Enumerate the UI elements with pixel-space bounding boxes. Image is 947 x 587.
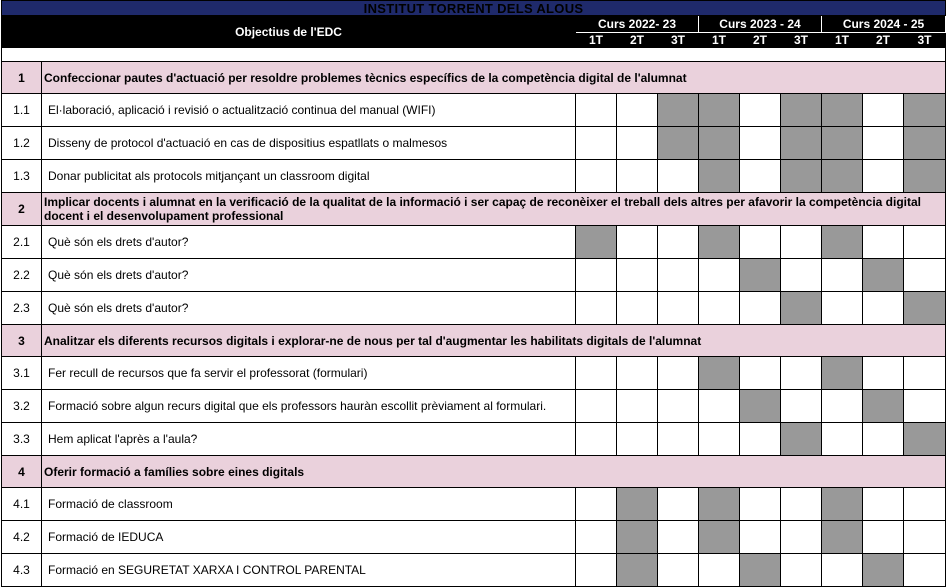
empty-cell[interactable] — [617, 292, 658, 325]
empty-cell[interactable] — [863, 357, 904, 390]
section-title[interactable]: Implicar docents i alumnat en la verificació de la qualitat de la informació i ser capaç de reconèixer el treball dels altres per afavorir la competència digital docent i el desenvolupament professional — [42, 193, 946, 226]
empty-cell[interactable] — [863, 94, 904, 127]
empty-cell[interactable] — [904, 390, 946, 423]
empty-cell[interactable] — [658, 423, 699, 456]
item-number[interactable]: 3.3 — [2, 423, 42, 456]
scheduled-cell[interactable] — [904, 423, 946, 456]
item-label[interactable]: El·laboració, aplicació i revisió o actualització continua del manual (WIFI) — [42, 94, 576, 127]
item-number[interactable]: 1.1 — [2, 94, 42, 127]
empty-cell[interactable] — [781, 488, 822, 521]
scheduled-cell[interactable] — [658, 94, 699, 127]
empty-cell[interactable] — [617, 390, 658, 423]
year-header-2023[interactable]: Curs 2023 - 24 — [699, 16, 822, 33]
term-header[interactable]: 2T — [863, 33, 904, 48]
empty-cell[interactable] — [740, 488, 781, 521]
item-label[interactable]: Formació en SEGURETAT XARXA I CONTROL PARENTAL — [42, 554, 576, 587]
scheduled-cell[interactable] — [863, 259, 904, 292]
scheduled-cell[interactable] — [699, 160, 740, 193]
term-header[interactable]: 3T — [781, 33, 822, 48]
empty-cell[interactable] — [699, 390, 740, 423]
section-row — [2, 325, 946, 357]
table-row — [2, 127, 946, 160]
item-number[interactable]: 3.1 — [2, 357, 42, 390]
empty-cell[interactable] — [699, 423, 740, 456]
scheduled-cell[interactable] — [781, 292, 822, 325]
empty-cell[interactable] — [576, 127, 617, 160]
empty-cell[interactable] — [699, 292, 740, 325]
empty-cell[interactable] — [781, 259, 822, 292]
empty-cell[interactable] — [617, 127, 658, 160]
scheduled-cell[interactable] — [822, 127, 863, 160]
scheduled-cell[interactable] — [781, 94, 822, 127]
item-number[interactable]: 2.1 — [2, 226, 42, 259]
empty-cell[interactable] — [863, 423, 904, 456]
empty-cell[interactable] — [658, 160, 699, 193]
scheduled-cell[interactable] — [576, 226, 617, 259]
scheduled-cell[interactable] — [822, 488, 863, 521]
section-number[interactable]: 1 — [2, 62, 42, 94]
item-number[interactable]: 1.3 — [2, 160, 42, 193]
scheduled-cell[interactable] — [699, 488, 740, 521]
term-header[interactable]: 2T — [740, 33, 781, 48]
scheduled-cell[interactable] — [617, 488, 658, 521]
scheduled-cell[interactable] — [781, 160, 822, 193]
empty-cell[interactable] — [740, 160, 781, 193]
item-label[interactable]: Què són els drets d'autor? — [42, 259, 576, 292]
empty-cell[interactable] — [658, 292, 699, 325]
item-label[interactable]: Hem aplicat l'après a l'aula? — [42, 423, 576, 456]
edc-schedule-table — [1, 0, 946, 587]
empty-cell[interactable] — [617, 259, 658, 292]
empty-cell[interactable] — [658, 390, 699, 423]
empty-cell[interactable] — [576, 292, 617, 325]
empty-cell[interactable] — [617, 160, 658, 193]
spacer-row — [2, 48, 946, 62]
empty-cell[interactable] — [822, 292, 863, 325]
scheduled-cell[interactable] — [781, 127, 822, 160]
empty-cell[interactable] — [576, 423, 617, 456]
item-number[interactable]: 4.1 — [2, 488, 42, 521]
empty-cell[interactable] — [822, 390, 863, 423]
scheduled-cell[interactable] — [781, 423, 822, 456]
empty-cell[interactable] — [781, 357, 822, 390]
empty-cell[interactable] — [740, 94, 781, 127]
empty-cell[interactable] — [576, 390, 617, 423]
empty-cell[interactable] — [822, 423, 863, 456]
item-label[interactable]: Donar publicitat als protocols mitjançant un classroom digital — [42, 160, 576, 193]
empty-cell[interactable] — [781, 521, 822, 554]
table-row — [2, 94, 946, 127]
empty-cell[interactable] — [740, 226, 781, 259]
term-header[interactable]: 3T — [904, 33, 946, 48]
empty-cell[interactable] — [658, 521, 699, 554]
table-row — [2, 292, 946, 325]
item-number[interactable]: 2.2 — [2, 259, 42, 292]
scheduled-cell[interactable] — [904, 160, 946, 193]
scheduled-cell[interactable] — [822, 357, 863, 390]
scheduled-cell[interactable] — [863, 390, 904, 423]
empty-cell[interactable] — [576, 488, 617, 521]
empty-cell[interactable] — [904, 259, 946, 292]
table-row — [2, 488, 946, 521]
scheduled-cell[interactable] — [904, 292, 946, 325]
empty-cell[interactable] — [576, 94, 617, 127]
table-row — [2, 423, 946, 456]
empty-cell[interactable] — [863, 488, 904, 521]
empty-cell[interactable] — [617, 94, 658, 127]
year-header-2022[interactable]: Curs 2022- 23 — [576, 16, 699, 33]
empty-cell[interactable] — [617, 423, 658, 456]
term-header[interactable]: 1T — [576, 33, 617, 48]
scheduled-cell[interactable] — [740, 259, 781, 292]
empty-cell[interactable] — [658, 259, 699, 292]
section-number[interactable]: 4 — [2, 456, 42, 488]
item-label[interactable]: Formació de classroom — [42, 488, 576, 521]
table-row — [2, 357, 946, 390]
scheduled-cell[interactable] — [822, 226, 863, 259]
empty-cell[interactable] — [740, 292, 781, 325]
section-row — [2, 193, 946, 226]
sheet-title[interactable]: INSTITUT TORRENT DELS ALOUS — [2, 1, 946, 16]
empty-cell[interactable] — [863, 292, 904, 325]
table-row — [2, 160, 946, 193]
empty-cell[interactable] — [822, 259, 863, 292]
empty-cell[interactable] — [576, 521, 617, 554]
empty-cell[interactable] — [740, 423, 781, 456]
empty-cell[interactable] — [740, 521, 781, 554]
scheduled-cell[interactable] — [822, 521, 863, 554]
section-row — [2, 62, 946, 94]
empty-cell[interactable] — [576, 160, 617, 193]
item-number[interactable]: 3.2 — [2, 390, 42, 423]
table-row — [2, 521, 946, 554]
item-number[interactable]: 4.2 — [2, 521, 42, 554]
empty-cell[interactable] — [658, 357, 699, 390]
term-header[interactable]: 2T — [617, 33, 658, 48]
section-row — [2, 456, 946, 488]
empty-cell[interactable] — [863, 226, 904, 259]
scheduled-cell[interactable] — [822, 94, 863, 127]
item-number[interactable]: 4.3 — [2, 554, 42, 587]
term-header[interactable]: 1T — [822, 33, 863, 48]
empty-cell[interactable] — [904, 226, 946, 259]
scheduled-cell[interactable] — [699, 226, 740, 259]
empty-cell[interactable] — [904, 521, 946, 554]
item-label[interactable]: Formació sobre algun recurs digital que els professors hauràn escollit prèviament al formulari. — [42, 390, 576, 423]
term-header[interactable]: 3T — [658, 33, 699, 48]
table-row — [2, 259, 946, 292]
item-label[interactable]: Fer recull de recursos que fa servir el professorat (formulari) — [42, 357, 576, 390]
scheduled-cell[interactable] — [904, 94, 946, 127]
empty-cell[interactable] — [740, 127, 781, 160]
empty-cell[interactable] — [658, 226, 699, 259]
year-header-2024[interactable]: Curs 2024 - 25 — [822, 16, 946, 33]
scheduled-cell[interactable] — [740, 390, 781, 423]
item-number[interactable]: 1.2 — [2, 127, 42, 160]
item-label[interactable]: Disseny de protocol d'actuació en cas de dispositius espatllats o malmesos — [42, 127, 576, 160]
scheduled-cell[interactable] — [699, 521, 740, 554]
item-label[interactable]: Què són els drets d'autor? — [42, 226, 576, 259]
empty-cell[interactable] — [740, 357, 781, 390]
empty-cell[interactable] — [617, 357, 658, 390]
table-row — [2, 390, 946, 423]
empty-cell[interactable] — [617, 226, 658, 259]
term-header[interactable]: 1T — [699, 33, 740, 48]
empty-cell[interactable] — [781, 390, 822, 423]
section-title[interactable]: Confeccionar pautes d'actuació per resoldre problemes tècnics específics de la competència digital de l'alumnat — [42, 62, 946, 94]
table-row — [2, 226, 946, 259]
empty-cell[interactable] — [699, 259, 740, 292]
empty-cell[interactable] — [658, 488, 699, 521]
scheduled-cell[interactable] — [699, 127, 740, 160]
empty-cell[interactable] — [904, 357, 946, 390]
section-title[interactable]: Oferir formació a famílies sobre eines digitals — [42, 456, 946, 488]
section-number[interactable]: 3 — [2, 325, 42, 357]
empty-cell[interactable] — [863, 127, 904, 160]
item-number[interactable]: 2.3 — [2, 292, 42, 325]
scheduled-cell[interactable] — [822, 160, 863, 193]
empty-cell[interactable] — [904, 488, 946, 521]
item-label[interactable]: Què són els drets d'autor? — [42, 292, 576, 325]
scheduled-cell[interactable] — [617, 521, 658, 554]
empty-cell[interactable] — [576, 259, 617, 292]
item-label[interactable]: Formació de IEDUCA — [42, 521, 576, 554]
scheduled-cell[interactable] — [699, 94, 740, 127]
section-title[interactable]: Analitzar els diferents recursos digitals i explorar-ne de nous per tal d'augmentar les habilitats digitals de l'alumnat — [42, 325, 946, 357]
scheduled-cell[interactable] — [658, 127, 699, 160]
section-number[interactable]: 2 — [2, 193, 42, 226]
empty-cell[interactable] — [863, 160, 904, 193]
empty-cell[interactable] — [863, 521, 904, 554]
scheduled-cell[interactable] — [699, 357, 740, 390]
empty-cell[interactable] — [781, 226, 822, 259]
empty-cell[interactable] — [576, 357, 617, 390]
objectives-header[interactable]: Objectius de l'EDC — [2, 16, 576, 48]
scheduled-cell[interactable] — [904, 127, 946, 160]
